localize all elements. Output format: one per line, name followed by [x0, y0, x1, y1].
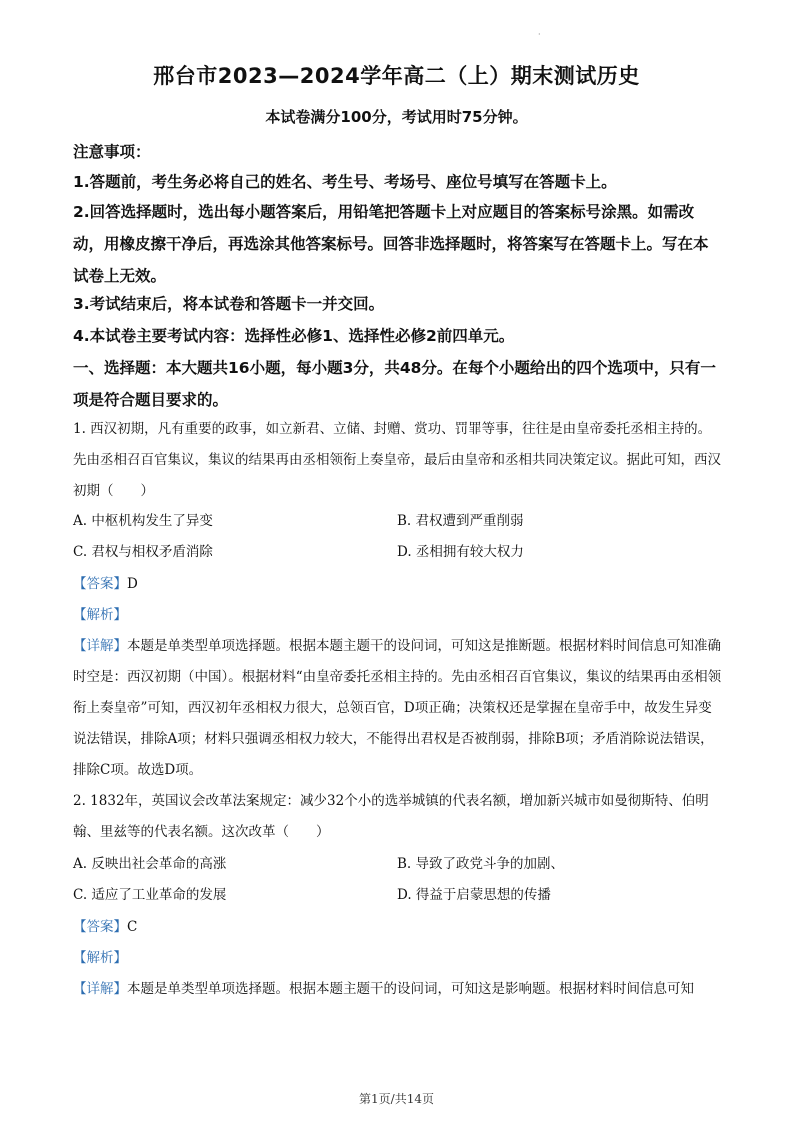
note-item-4: 4.本试卷主要考试内容：选择性必修1、选择性必修2前四单元。: [73, 327, 515, 345]
question-1-detail: [73, 631, 723, 786]
question-1-stem: 1. 西汉初期，凡有重要的政事，如立新君、立储、封赠、赏功、罚罪等事，往往是由皇帝委托丞相主持的。先由丞相召百官集议，集议的结果再由丞相领衔上奏皇帝，最后由皇帝和丞相共同决策定议。据此可知，西汉初期（ ）: [73, 421, 721, 499]
question-1-answer: [73, 569, 138, 600]
notes-heading: 注意事项：: [73, 143, 151, 161]
question-2-answer: [73, 912, 137, 943]
question-2-detail: [73, 974, 723, 1005]
question-1-option-b: B. 君权遭到严重削弱: [397, 513, 524, 529]
question-2-stem: 2. 1832年，英国议会改革法案规定：减少32个小的选举城镇的代表名额，增加新兴城市如曼彻斯特、伯明翰、里兹等的代表名额。这次改革（ ）: [73, 793, 709, 840]
question-2-option-b: B. 导致了政党斗争的加剧、: [397, 856, 565, 872]
question-1-option-c: C. 君权与相权矛盾消除: [73, 544, 213, 560]
detail-label: 【详解】: [73, 638, 127, 654]
note-item-3: 3.考试结束后，将本试卷和答题卡一并交回。: [73, 295, 385, 313]
page-subtitle: 本试卷满分100分，考试用时75分钟。: [265, 108, 528, 126]
question-2-option-c: C. 适应了工业革命的发展: [73, 887, 227, 903]
question-1-analysis-label: 【解析】: [73, 607, 127, 623]
detail-text: 本题是单类型单项选择题。根据本题主题干的设问词，可知这是影响题。根据材料时间信息可知: [127, 981, 694, 997]
page-title: 邢台市2023—2024学年高二（上）期末测试历史: [153, 64, 640, 88]
answer-label: 【答案】: [73, 576, 127, 592]
detail-text: 本题是单类型单项选择题。根据本题主题干的设问词，可知这是推断题。根据材料时间信息可知准确时空是：西汉初期（中国）。根据材料“由皇帝委托丞相主持的。先由丞相召百官集议，集议的结果再由丞相领衔上奏皇帝”可知，西汉初年丞相权力很大，总领百官，D项正确；决策权还是掌握在皇帝手中，故发生异变说法错误，排除A项；材料只强调丞相权力较大，不能得出君权是否被削弱，排除B项；矛盾消除说法错误，排除C项。故选D项。: [73, 638, 722, 778]
question-1-option-d: D. 丞相拥有较大权力: [397, 544, 524, 560]
note-item-2: 2.回答选择题时，选出每小题答案后，用铅笔把答题卡上对应题目的答案标号涂黑。如需改动，用橡皮擦干净后，再选涂其他答案标号。回答非选择题时，将答案写在答题卡上。写在本试卷上无效。: [73, 203, 709, 285]
question-2-analysis-label: 【解析】: [73, 950, 127, 966]
note-item-1: 1.答题前，考生务必将自己的姓名、考生号、考场号、座位号填写在答题卡上。: [73, 173, 617, 191]
page-number: 第1页/共14页: [359, 1092, 434, 1106]
section-heading: 一、选择题：本大题共16小题，每小题3分，共48分。在每个小题给出的四个选项中，只有一项是符合题目要求的。: [73, 359, 716, 409]
answer-value: C: [127, 919, 138, 935]
detail-label: 【详解】: [73, 981, 127, 997]
question-2-option-d: D. 得益于启蒙思想的传播: [397, 887, 551, 903]
answer-value: D: [127, 576, 138, 592]
answer-label: 【答案】: [73, 919, 127, 935]
question-2-option-a: A. 反映出社会革命的高涨: [73, 856, 227, 872]
decorative-dot: ·: [538, 30, 541, 39]
question-1-option-a: A. 中枢机构发生了异变: [73, 513, 213, 529]
